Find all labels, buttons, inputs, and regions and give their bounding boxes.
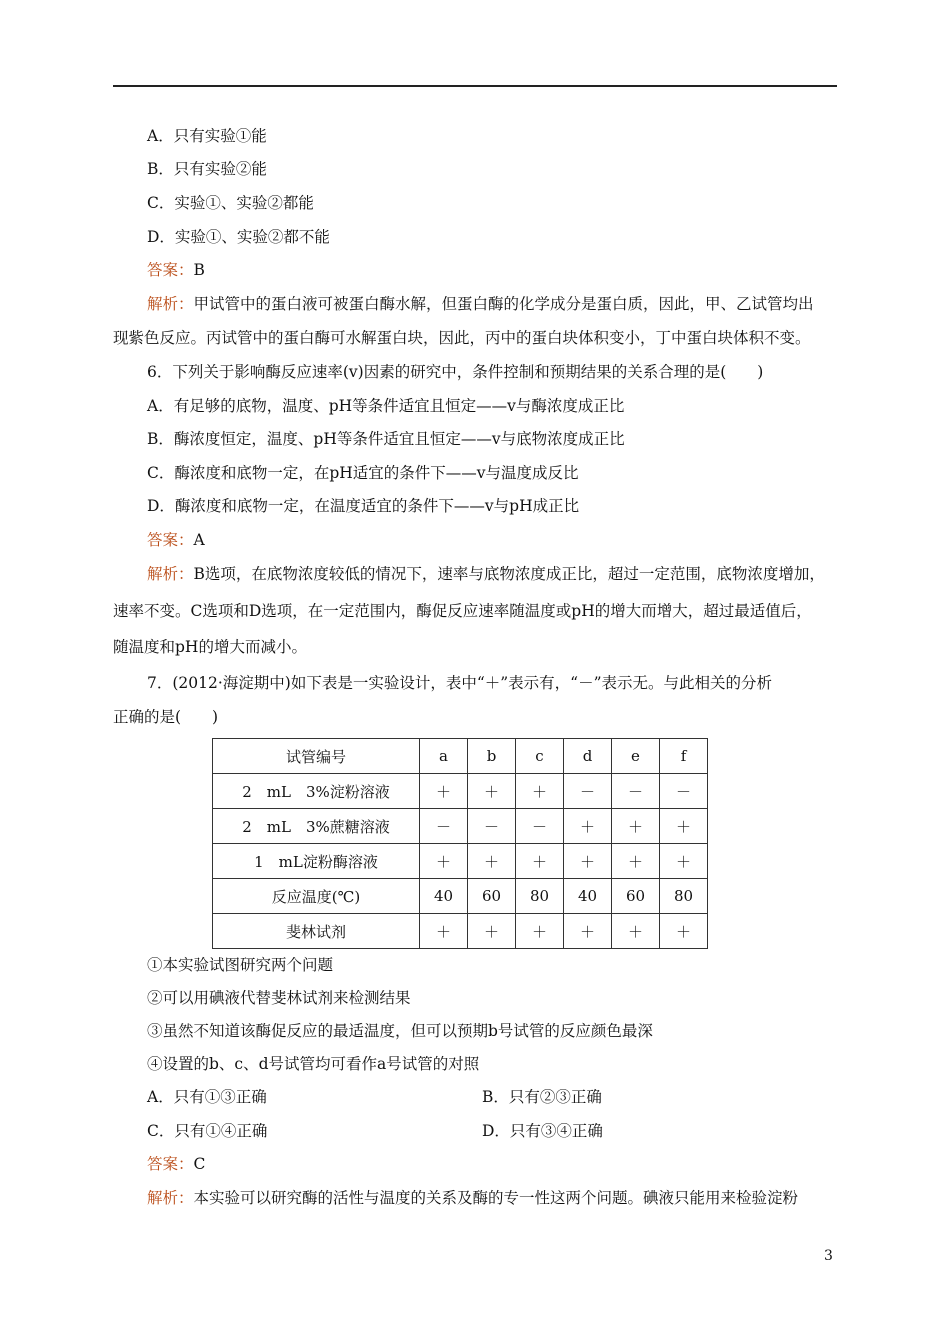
table-cell: － xyxy=(420,809,468,844)
q7-statement-4: ④设置的b、c、d号试管均可看作a号试管的对照 xyxy=(147,1055,480,1073)
q7-option-a: A．只有①③正确 xyxy=(147,1088,267,1106)
table-cell: － xyxy=(516,809,564,844)
q7-explanation-text: 本实验可以研究酶的活性与温度的关系及酶的专一性这两个问题。碘液只能用来检验淀粉 xyxy=(193,1189,799,1207)
q7-answer-value: C xyxy=(193,1155,206,1173)
table-row xyxy=(213,809,708,844)
table-cell: ＋ xyxy=(516,844,564,879)
q7-answer-label: 答案： xyxy=(147,1155,194,1173)
table-cell: 40 xyxy=(564,879,612,914)
q6-option-c: C．酶浓度和底物一定，在pH适宜的条件下——v与温度成反比 xyxy=(147,464,579,482)
q5-option-a: A．只有实验①能 xyxy=(147,127,267,145)
q5-answer-value: B xyxy=(193,261,205,279)
q5-explanation-line-1 xyxy=(147,293,814,315)
q7-answer xyxy=(147,1153,205,1175)
q6-option-d: D．酶浓度和底物一定，在温度适宜的条件下——v与pH成正比 xyxy=(147,497,580,515)
table-cell: 60 xyxy=(612,879,660,914)
q7-statement-3: ③虽然不知道该酶促反应的最适温度，但可以预期b号试管的反应颜色最深 xyxy=(147,1022,653,1040)
table-header-cell: d xyxy=(564,739,612,774)
table-row xyxy=(213,879,708,914)
table-header-row xyxy=(213,739,708,774)
q6-answer-value: A xyxy=(193,531,205,549)
q5-option-b: B．只有实验②能 xyxy=(147,160,267,178)
table-cell: － xyxy=(468,809,516,844)
table-cell: ＋ xyxy=(468,914,516,949)
table-row-label: 1 mL淀粉酶溶液 xyxy=(213,844,420,879)
q6-explanation-line-2: 速率不变。C选项和D选项，在一定范围内，酶促反应速率随温度或pH的增大而增大，超过最适值后， xyxy=(113,602,812,620)
table-cell: 60 xyxy=(468,879,516,914)
table-header-cell: e xyxy=(612,739,660,774)
q7-option-c: C．只有①④正确 xyxy=(147,1122,268,1140)
table-row xyxy=(213,844,708,879)
q7-statement-1: ①本实验试图研究两个问题 xyxy=(147,956,334,974)
table-cell: ＋ xyxy=(420,774,468,809)
q6-stem: 6．下列关于影响酶反应速率(v)因素的研究中，条件控制和预期结果的关系合理的是( ) xyxy=(147,363,764,381)
q7-statement-2: ②可以用碘液代替斐林试剂来检测结果 xyxy=(147,989,411,1007)
table-cell: ＋ xyxy=(564,844,612,879)
table-row-label: 斐林试剂 xyxy=(213,914,420,949)
table-row xyxy=(213,914,708,949)
experiment-table xyxy=(212,738,708,949)
page-number: 3 xyxy=(824,1248,833,1264)
table-cell: ＋ xyxy=(564,809,612,844)
table-cell: 40 xyxy=(420,879,468,914)
table-cell: ＋ xyxy=(468,844,516,879)
table-header-cell: a xyxy=(420,739,468,774)
q5-option-d: D．实验①、实验②都不能 xyxy=(147,228,330,246)
table-cell: ＋ xyxy=(612,809,660,844)
q6-answer-label: 答案： xyxy=(147,531,194,549)
table-header-cell: 试管编号 xyxy=(213,739,420,774)
table-cell: ＋ xyxy=(612,914,660,949)
table-cell: － xyxy=(612,774,660,809)
q5-explanation-label: 解析： xyxy=(147,295,194,313)
table-cell: 80 xyxy=(516,879,564,914)
table-cell: ＋ xyxy=(612,844,660,879)
table-row xyxy=(213,774,708,809)
table-cell: ＋ xyxy=(660,844,708,879)
q6-explanation-text-1: B选项，在底物浓度较低的情况下，速率与底物浓度成正比，超过一定范围，底物浓度增加， xyxy=(193,565,825,583)
table-cell: ＋ xyxy=(660,809,708,844)
header-rule xyxy=(113,85,837,87)
table-row-label: 反应温度(℃) xyxy=(213,879,420,914)
q7-explanation-line-1 xyxy=(147,1187,798,1209)
table-cell: ＋ xyxy=(468,774,516,809)
table-cell: ＋ xyxy=(516,774,564,809)
table-cell: ＋ xyxy=(420,914,468,949)
q6-explanation-label: 解析： xyxy=(147,565,194,583)
q7-option-b: B．只有②③正确 xyxy=(482,1088,602,1106)
q6-answer xyxy=(147,529,205,551)
q7-option-d: D．只有③④正确 xyxy=(482,1122,603,1140)
table-cell: ＋ xyxy=(660,914,708,949)
q6-option-a: A．有足够的底物，温度、pH等条件适宜且恒定——v与酶浓度成正比 xyxy=(147,397,625,415)
table-header-cell: b xyxy=(468,739,516,774)
table-cell: 80 xyxy=(660,879,708,914)
q7-stem-line-2: 正确的是( ) xyxy=(113,708,219,726)
q7-explanation-label: 解析： xyxy=(147,1189,194,1207)
q6-explanation-line-1 xyxy=(147,563,825,585)
table-cell: ＋ xyxy=(516,914,564,949)
q6-explanation-line-3: 随温度和pH的增大而减小。 xyxy=(113,638,307,656)
q6-option-b: B．酶浓度恒定，温度、pH等条件适宜且恒定——v与底物浓度成正比 xyxy=(147,430,625,448)
table-header-cell: f xyxy=(660,739,708,774)
q5-explanation-text-1: 甲试管中的蛋白液可被蛋白酶水解，但蛋白酶的化学成分是蛋白质，因此，甲、乙试管均出 xyxy=(193,295,814,313)
table-row-label: 2 mL 3%淀粉溶液 xyxy=(213,774,420,809)
q5-answer-label: 答案： xyxy=(147,261,194,279)
q5-explanation-line-2: 现紫色反应。丙试管中的蛋白酶可水解蛋白块，因此，丙中的蛋白块体积变小，丁中蛋白块体积不变。 xyxy=(113,329,811,347)
q5-option-c: C．实验①、实验②都能 xyxy=(147,194,314,212)
table-cell: － xyxy=(660,774,708,809)
table-row-label: 2 mL 3%蔗糖溶液 xyxy=(213,809,420,844)
table-header-cell: c xyxy=(516,739,564,774)
table-cell: － xyxy=(564,774,612,809)
table-cell: ＋ xyxy=(420,844,468,879)
q5-answer xyxy=(147,259,205,281)
q7-stem-line-1: 7．(2012·海淀期中)如下表是一实验设计，表中“＋”表示有，“－”表示无。与此相关的分析 xyxy=(147,674,773,692)
table-cell: ＋ xyxy=(564,914,612,949)
